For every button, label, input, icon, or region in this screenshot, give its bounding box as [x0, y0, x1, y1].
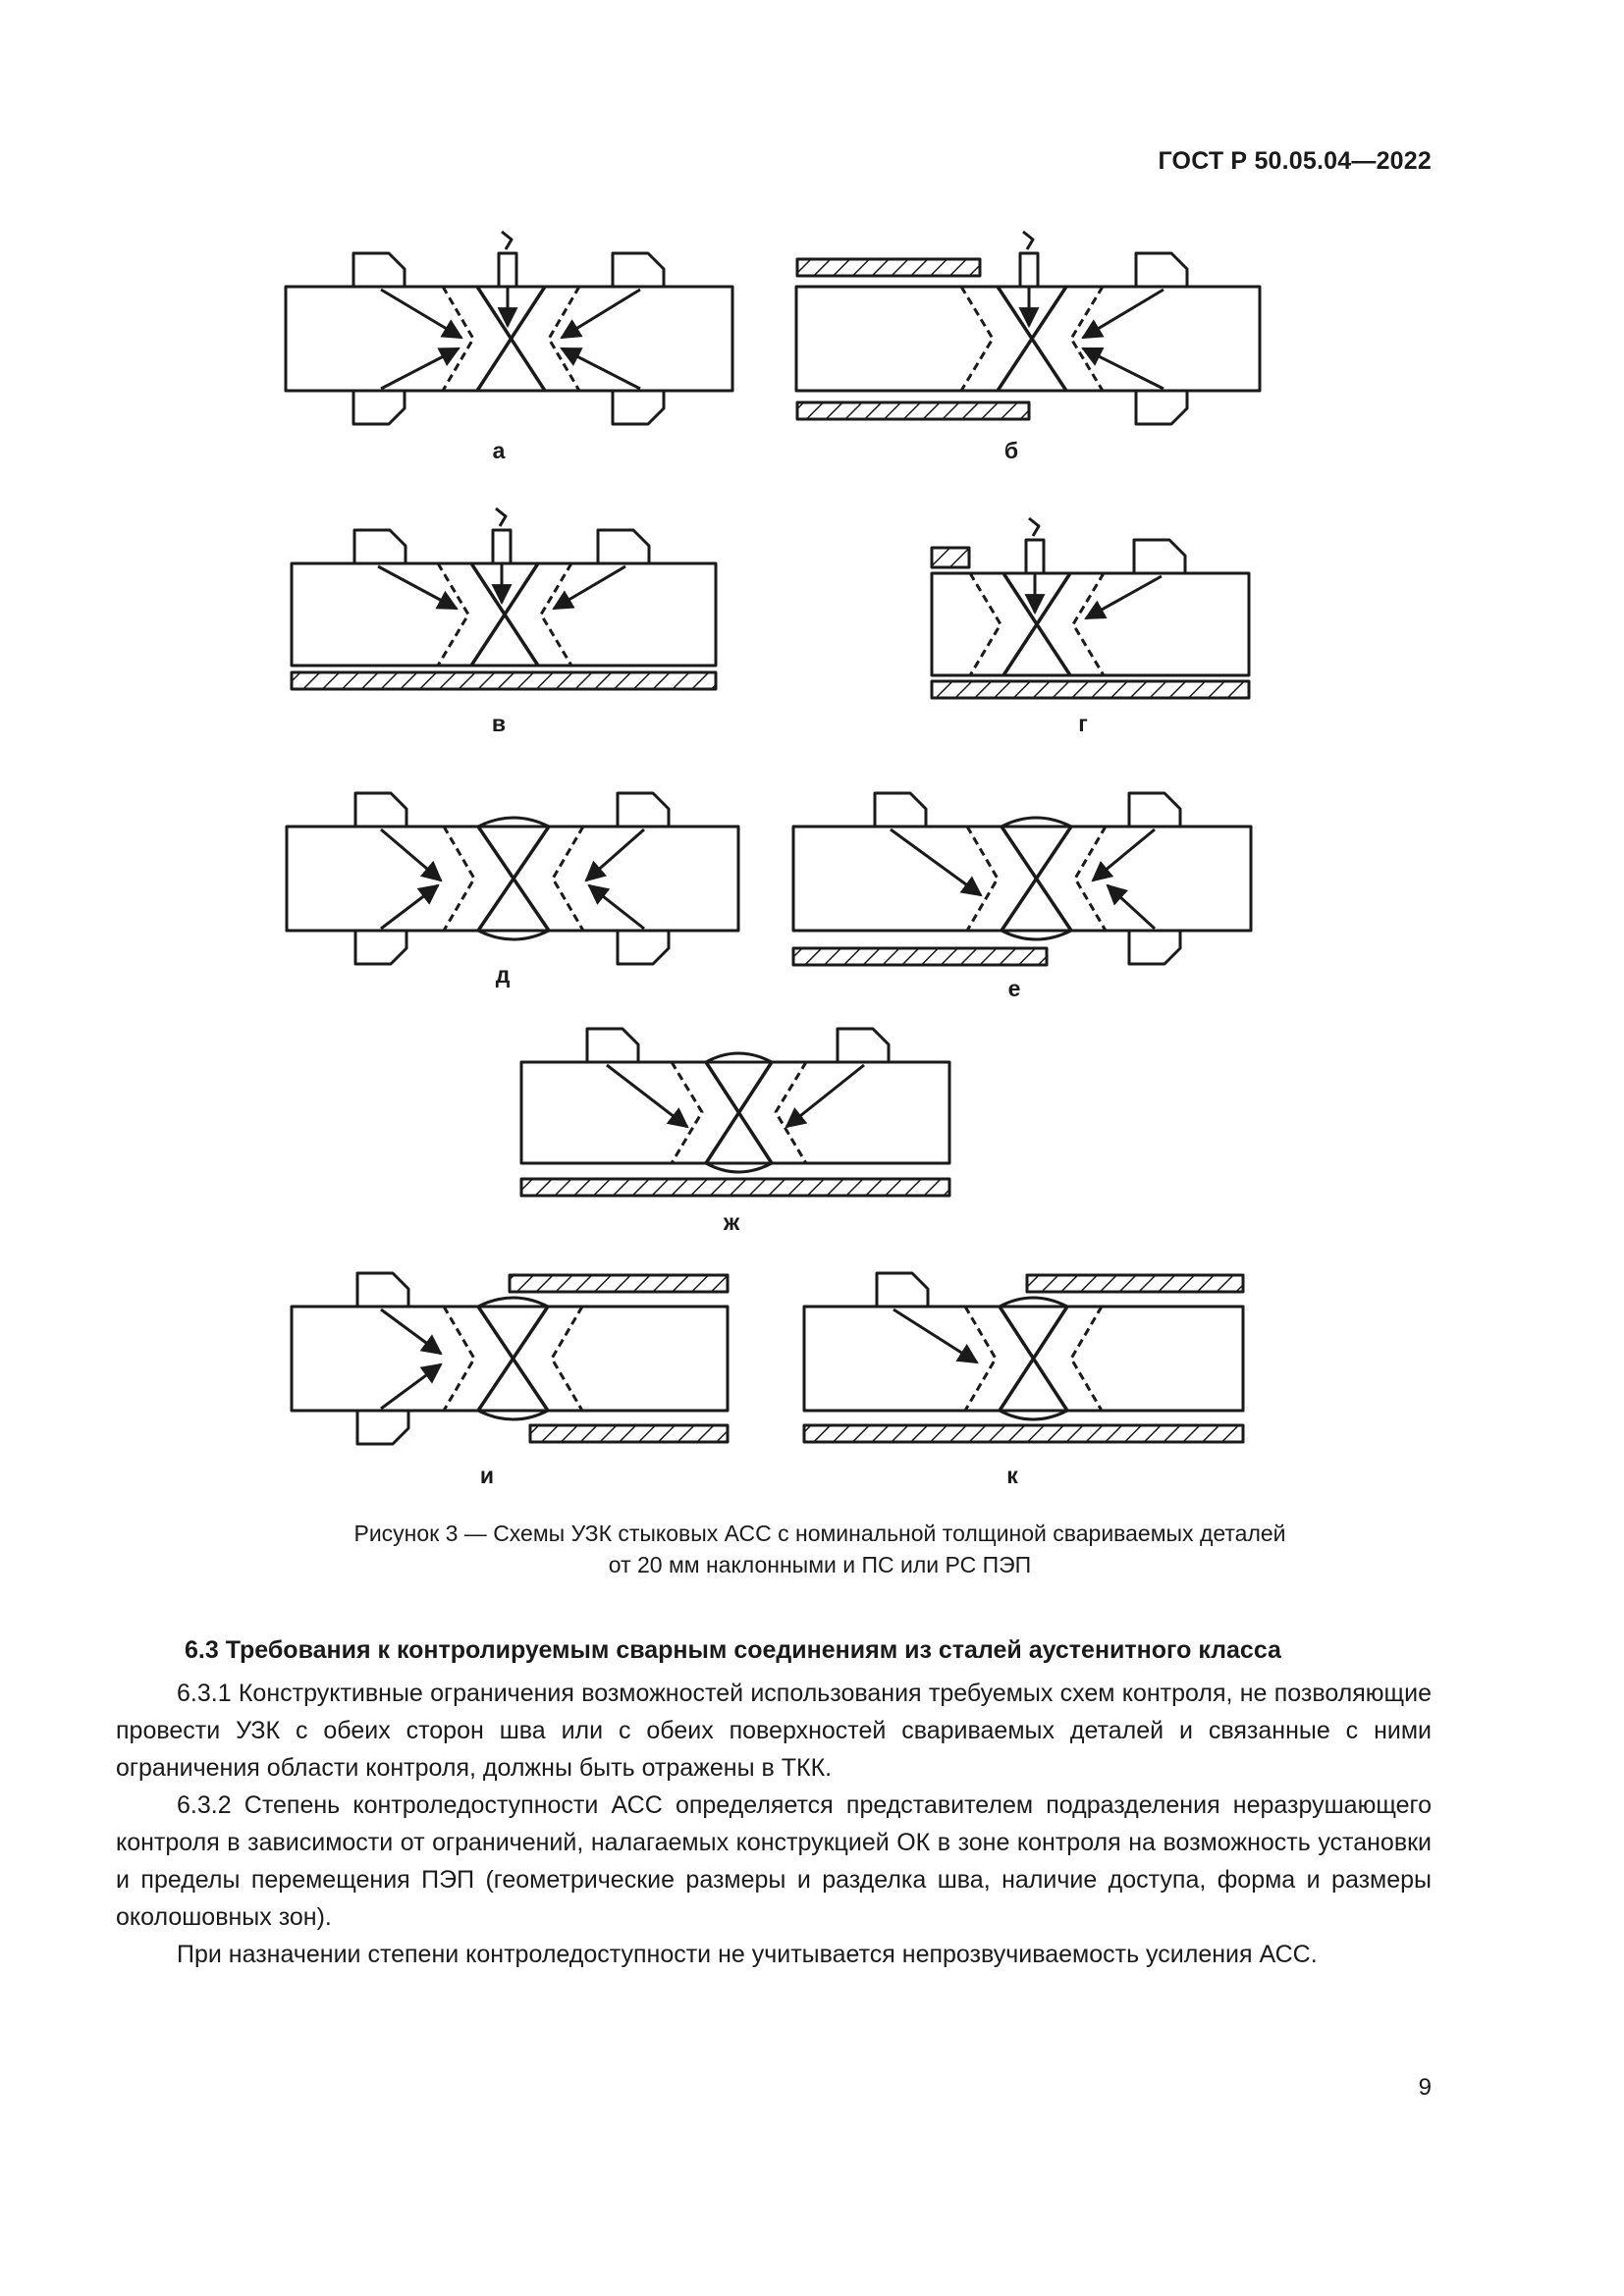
diagram-i [292, 1273, 728, 1444]
figure-label-k: к [1006, 1463, 1018, 1488]
figure-caption [0, 1518, 1624, 1580]
figure-label-a: а [492, 438, 506, 463]
figure-label-i: и [479, 1463, 495, 1488]
figure-label-g: г [1078, 711, 1088, 736]
diagram-b [796, 232, 1260, 424]
caption-line-1: Рисунок 3 — Схемы УЗК стыковых АСС с номинальной толщиной свариваемых деталей [353, 1521, 1286, 1546]
paragraph-6-3-2: 6.3.2 Степень контроледоступности АСС определяется представителем подразделения неразрушающего контроля в зависимости от ограничений, налагаемых конструкцией ОК в зоне контроля на возможность установки и пределы перемещения ПЭП (геометрические размеры и разделка шва, наличие доступа, форма и размеры околошовных зон). [116, 1791, 1432, 1931]
figure-label-b: б [1003, 438, 1019, 463]
document-code: ГОСТ Р 50.05.04—2022 [1158, 147, 1432, 175]
diagram-a [286, 232, 732, 424]
page-number: 9 [1418, 2074, 1432, 2101]
diagram-zh [521, 1029, 949, 1196]
diagram-k [804, 1273, 1243, 1442]
diagram-g [932, 518, 1249, 698]
diagram-v [292, 508, 716, 689]
diagram-e [793, 793, 1251, 965]
figure-label-d: д [495, 962, 511, 988]
paragraph-note: При назначении степени контроледоступности не учитывается непрозвучиваемость усиления АСС. [177, 1941, 1318, 1968]
diagram-d [287, 793, 738, 964]
caption-line-2: от 20 мм наклонными и ПС или РС ПЭП [608, 1552, 1032, 1577]
figure-label-e: е [1007, 976, 1021, 1001]
section-6-3 [116, 1631, 1432, 1973]
figure-label-zh: ж [723, 1209, 740, 1235]
section-title: 6.3 Требования к контролируемым сварным соединениям из сталей аустенитного класса [185, 1636, 1281, 1664]
figure-label-v: в [491, 711, 507, 736]
paragraph-6-3-1: 6.3.1 Конструктивные ограничения возможностей использования требуемых схем контроля, не позволяющие провести УЗК с обеих сторон шва или с обеих поверхностей свариваемых деталей и связанные с ними ограничения области контроля, должны быть отражены в ТКК. [116, 1680, 1432, 1782]
